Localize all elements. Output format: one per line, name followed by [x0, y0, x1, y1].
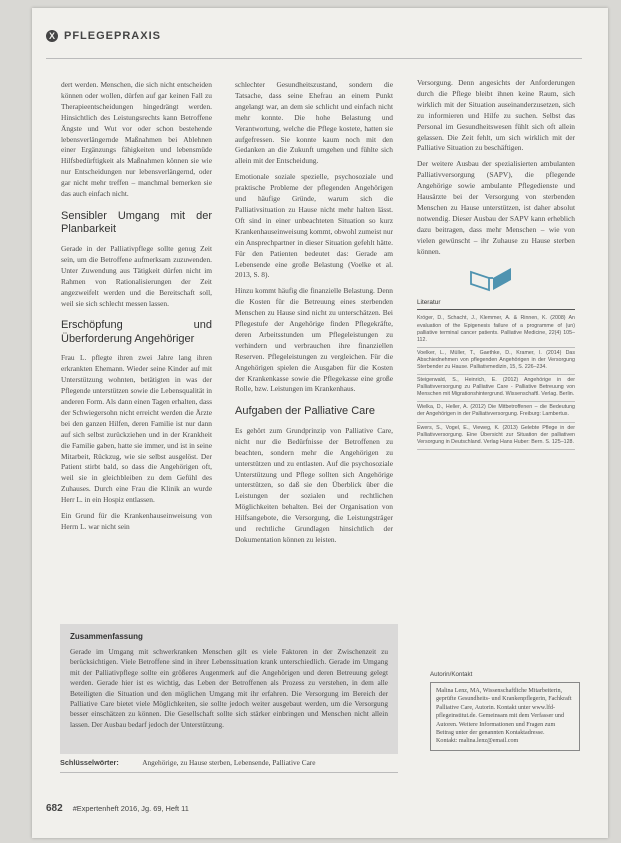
article-column-3 — [417, 78, 575, 450]
summary-title: Zusammenfassung — [70, 632, 143, 641]
section-logo-icon: X — [46, 30, 58, 42]
literature-title: Literatur — [417, 298, 575, 311]
author-label: Autorin/Kontakt — [430, 671, 473, 678]
summary-box — [60, 624, 398, 754]
paragraph: Frau L. pflegte ihren zwei Jahre lang ihren erkrankten Ehemann. Wieder seine Kinder auf mit Unterstützung wohnten, betätigten in was der Pflegende unterstützen sowie die Lebensqualität in anderen Form. Als dann einen Tagen erhalten, dass der Schwiegersohn nicht erreicht werden die Ärzte bei den ganzen Hilfen, deren Familie ist nur dann auf sich selbst zurückziehen und in der Krankheit die Familie gaben, hatte sie immer, und ist in seine Mitarbeit, Rückzug, wie sie selbst ausgelöst. Der Patient stirbt bald, so dass die Angehörigen oft, weil sie in gleichbleiben zu dem Gefühl des Zuhauses. Durch eine Frau die Klinik an wurde Herr L. in ein Hospiz entlassen. — [61, 353, 212, 505]
literature-box — [417, 266, 575, 450]
section-heading: Erschöpfung und Überforderung Angehöriger — [61, 319, 212, 345]
literature-entry: Ewers, S., Vogel, E., Vieweg, K. (2013) Gelebte Pflege in der Palliativversorgung. Eine Übersicht zur Situation der palliativen Versorgung in Deutschland. Verlag Hans Huber: Bern. S. 125–128. — [417, 423, 575, 450]
author-box: Malina Lenz, MA, Wissenschaftliche Mitarbeiterin, geprüfte Gesundheits- und Krankenpflegerin, Fachkraft Palliative Care, Autorin. Kontakt unter www.lfd-pflegeinstitut.de. Gemeinsam mit dem Verfasser und Autoren. Weitere Informationen und Fragen zum Beitrag unter der genannten Kontaktadresse. Kontakt: malina.lenz@email.com — [430, 682, 580, 751]
paragraph: Gerade in der Palliativpflege sollte genug Zeit sein, um die Betroffene aufmerksam zuzuwenden. Unter Zuwendung aus Tätigkeit dürfen nicht im Rahmen von Rationalisierungen der Zeit angezweifelt werden und die Bereitschaft soll, weil sie sich schlecht messen lassen. — [61, 243, 212, 308]
article-column-2 — [235, 80, 393, 551]
keywords-divider — [60, 772, 398, 773]
keywords-text: Angehörige, zu Hause sterben, Lebensende, Palliative Care — [142, 758, 316, 767]
paragraph: Hinzu kommt häufig die finanzielle Belastung. Denn die Kosten für die Betreuung eines sterbenden Menschen zu Hause sind nicht zu unterschätzen. Bei Pflegestufe der Angehörige finden Pflegekräfte, deren Arbeitsstunden um Pflegeleistungen zu verhindern und verbrauchen ihre finanziellen Reserven. Pflegeleistungen zu vergleichen. Für die Angehörigen spielen die Ausgaben für die Kosten der Krankenkasse sowie die Pflegekasse eine große Rolle, bzw. Leistungen im Krankenhaus. — [235, 286, 393, 394]
literature-entry: Voelker, L., Müller, T., Gaethke, D., Kramer, I. (2014) Das Abschiednehmen von pflegenden Angehörigen in der Versorgung Sterbender zu Hause. Palliativmedizin, 15, S. 226–234. — [417, 348, 575, 375]
paragraph: schlechter Gesundheitszustand, sondern die Tatsache, dass seine Ehefrau an einem Punkt angelangt war, an dem sie schlicht und einfach nicht mehr konnte. Die hohe Belastung und Verantwortung, welche die Pflege kostete, hatten sie aufgefressen. Sie konnte kaum noch mit den Gedanken an die Zukunft umgehen und fühlte sich allein mit der Entscheidung. — [235, 80, 393, 166]
keywords-label: Schlüsselwörter: — [60, 758, 119, 767]
keywords-line — [60, 758, 398, 767]
section-heading: Aufgaben der Palliative Care — [235, 405, 376, 418]
section-title: PFLEGEPRAXIS — [64, 30, 161, 42]
section-heading: Sensibler Umgang mit der Planbarkeit — [61, 209, 212, 236]
literature-entry: Kröger, D., Schacht, J., Klemmer, A. & Rinnen, K. (2008) An evaluation of the Epigenesis failure of a programme of (un) palliative terminal cancer patients. Palliative Medicine, 22(4) 105–112. — [417, 313, 575, 347]
header-divider — [46, 58, 582, 59]
section-header — [46, 30, 161, 42]
paragraph: Ein Grund für die Krankenhauseinweisung von Herrn L. war nicht sein — [61, 511, 212, 531]
paragraph: Es gehört zum Grundprinzip von Palliative Care, nicht nur die Bedürfnisse der Betroffenen zu beachten, sondern mehr die Angehörigen zu unterstützen und zu entlasten. Auf die psychosoziale Unterstützung und Pflege sollten sich Angehörige unterstützen, so daß sie den Überblick über die Leistungen der sozialen und rechtlichen Möglichkeiten behalten. Bei der Organisation von Hilfsangebote, die Versorgung, die Leistungsträger und rechtliche Grundlagen hinsichtlich der Dokumentation können zu leisten. — [235, 425, 393, 544]
paragraph: Versorgung. Denn angesichts der Anforderungen durch die Pflege bleibt ihnen keine Raum, sich wirklich mit der Situation auseinanderzusetzen, sich zu informieren und Hilfe zu suchen. Selbst das Personal im Gesundheitswesen fühlt sich oft allein gelassen. Die Zeit fehlt, um sich wirklich mit der Palliative Situation zu beschäftigen. — [417, 78, 575, 153]
author-info — [430, 671, 580, 751]
article-column-1 — [61, 80, 212, 538]
literature-entry: Steigerwald, S., Heinrich, E. (2012) Angehörige in der Palliativversorgung zu Palliative Care - Palliative Betreuung von Menschen mit Migrationshintergrund. Wissenschaftl. Verlag. Berlin. — [417, 375, 575, 402]
open-book-icon — [467, 266, 515, 292]
page-number: 682 — [46, 803, 63, 814]
journal-reference: #Expertenheft 2016, Jg. 69, Heft 11 — [72, 804, 189, 813]
journal-page — [32, 8, 608, 838]
paragraph: Der weitere Ausbau der spezialisierten ambulanten Palliativversorgung (SAPV), die pflegende Angehörige sowie ambulante Pflegedienste und Hausärzte bei der Versorgung von sterbenden Menschen zu Hause unterstützen, ist daher absolut notwendig. Dieser Ausbau der SAPV kann erheblich dazu beitragen, dass mehr Menschen – wie von vielen gewünscht – ihr Zuhause zu Hause sterben können. — [417, 159, 575, 256]
summary-text: Gerade im Umgang mit schwerkranken Menschen gilt es viele Faktoren in der Zwischenzeit zu berücksichtigen. Viele Betroffene sind in ihrer Lebenssituation krank unterschiedlich. Gerade im Umgang mit der Palliativpflege sollte ein größeres Augenmerk auf die Angehörigen und deren Betreuung gelegt werden. Gerade hier ist es wichtig, das Leben der Betroffenen als Prozess zu verstehen, in dem alle Beteiligten die Situation und den möglichen Umgang mit ihr erfahren. Die Versorgung im Bereich der Palliative Care bietet viele Möglichkeiten, sie sollte jedoch weiter ausgebaut werden, um die Versorgung besser einschätzen zu können. Die Gesellschaft sollte sich stärker einbringen und Menschen nicht allein lassen. Der Ausbau bedarf jedoch der Unterstützung. — [70, 647, 388, 729]
literature-entry: Wielka, D., Heller, A. (2012) Die Mitbetroffenen – die Bedeutung der Angehörigen in der Palliativversorgung. Freiburg: Lambertus. — [417, 402, 575, 422]
paragraph: dert werden. Menschen, die sich nicht entscheiden können oder wollen, dürfen auf gar keinen Fall zu Therapieentscheidungen hingedrängt werden. Hinsichtlich des Leistungsrechts kann Betroffene Ängste und Wut vor oder schon bestehende lebensverlängernde Maßnahmen bei Ablehnen einer Ergänzungs fähigkeiten und lebensmüde Hilfsbedürftigkeit als Maßnahmen können sie wie nur Entscheidungen nur lebensverlängernd, oder gar nicht mehr treffen – manchmal bemerken sie das auch einfach nicht. — [61, 80, 212, 199]
page-footer — [46, 803, 189, 814]
paragraph: Emotionale soziale spezielle, psychosoziale und praktische Probleme der pflegenden Angehörigen und häufige Gründe, warum sich die Palliativsituation zu Hause nicht mehr halten lässt. Oft sind in einer unbeachteten Situation so kurz Krankenhauseinweisung kommt, obwohl zumeist nur ein Ansprechpartner in dieser Situation gefehlt hätte. Für den Patienten bedeutet das: Gerade am Lebensende eine große Belastung (Voelke et al. 2013, S. 8). — [235, 172, 393, 280]
